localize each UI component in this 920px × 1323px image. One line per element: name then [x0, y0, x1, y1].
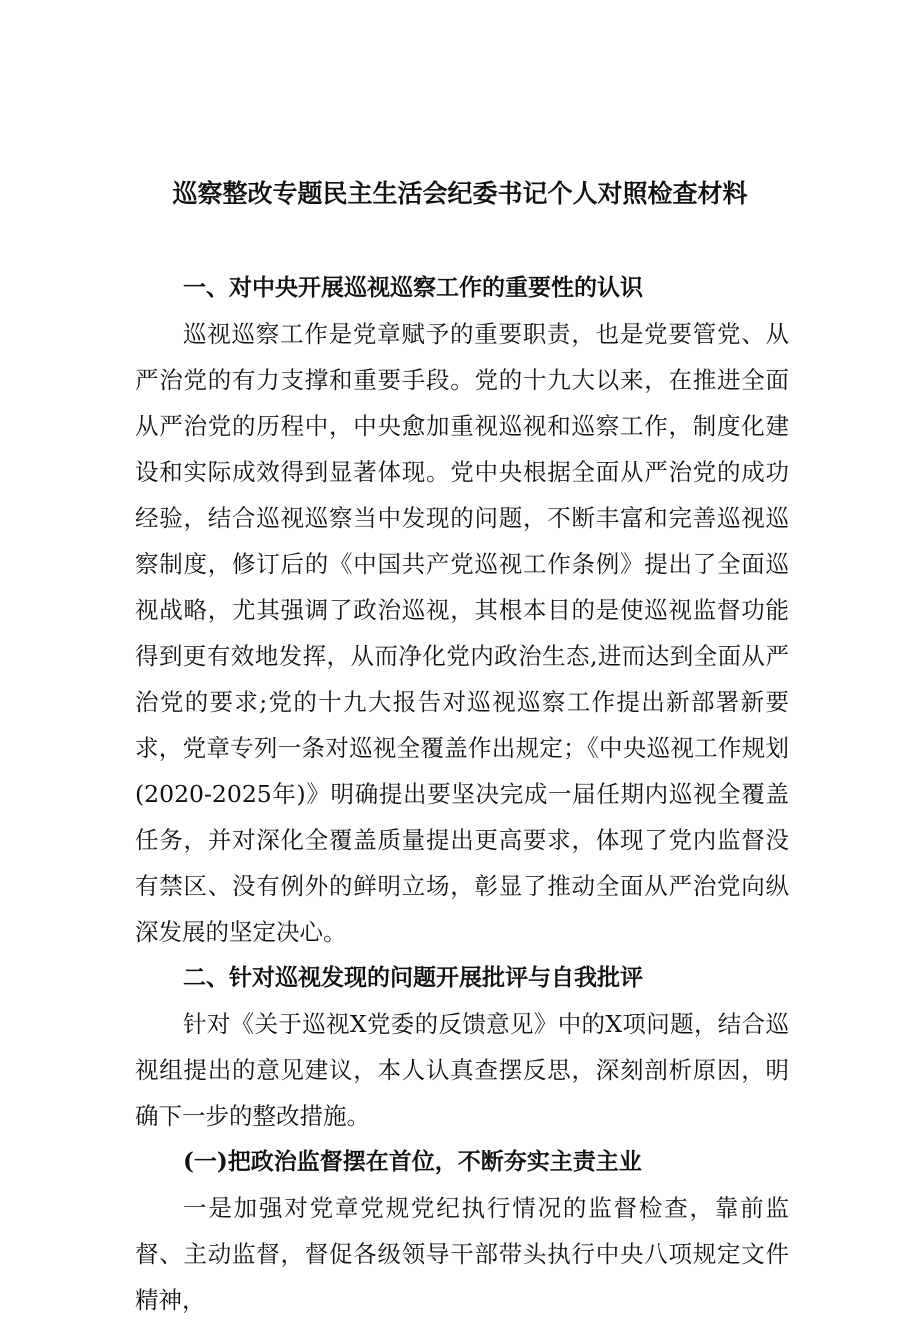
section-2-paragraph: 针对《关于巡视X党委的反馈意见》中的X项问题，结合巡视组提出的意见建议，本人认真查摆反思，深刻剖析原因，明确下一步的整改措施。	[135, 1010, 789, 1130]
section-1-heading: 一、对中央开展巡视巡察工作的重要性的认识	[183, 275, 643, 301]
subsection-1-heading: (一)把政治监督摆在首位，不断夯实主责主业	[183, 1148, 642, 1175]
document-body	[135, 265, 789, 1323]
subsection-1-paragraph: 一是加强对党章党规党纪执行情况的监督检查，靠前监督、主动监督，督促各级领导干部带头执行中央八项规定文件精神，	[135, 1194, 789, 1314]
section-1-paragraph: 巡视巡察工作是党章赋予的重要职责，也是党要管党、从严治党的有力支撑和重要手段。党的十九大以来，在推进全面从严治党的历程中，中央愈加重视巡视和巡察工作，制度化建设和实际成效得到显著体现。党中央根据全面从严治党的成功经验，结合巡视巡察当中发现的问题，不断丰富和完善巡视巡察制度，修订后的《中国共产党巡视工作条例》提出了全面巡视战略，尤其强调了政治巡视，其根本目的是使巡视监督功能得到更有效地发挥，从而净化党内政治生态,进而达到全面从严治党的要求;党的十九大报告对巡视巡察工作提出新部署新要求，党章专列一条对巡视全覆盖作出规定；《中央巡视工作规划(2020-2025年)》明确提出要坚决完成一届任期内巡视全覆盖任务，并对深化全覆盖质量提出更高要求，体现了党内监督没有禁区、没有例外的鲜明立场，彰显了推动全面从严治党向纵深发展的坚定决心。	[135, 320, 789, 946]
section-2-heading: 二、针对巡视发现的问题开展批评与自我批评	[183, 965, 643, 991]
document-title: 巡察整改专题民主生活会纪委书记个人对照检查材料	[172, 179, 748, 208]
